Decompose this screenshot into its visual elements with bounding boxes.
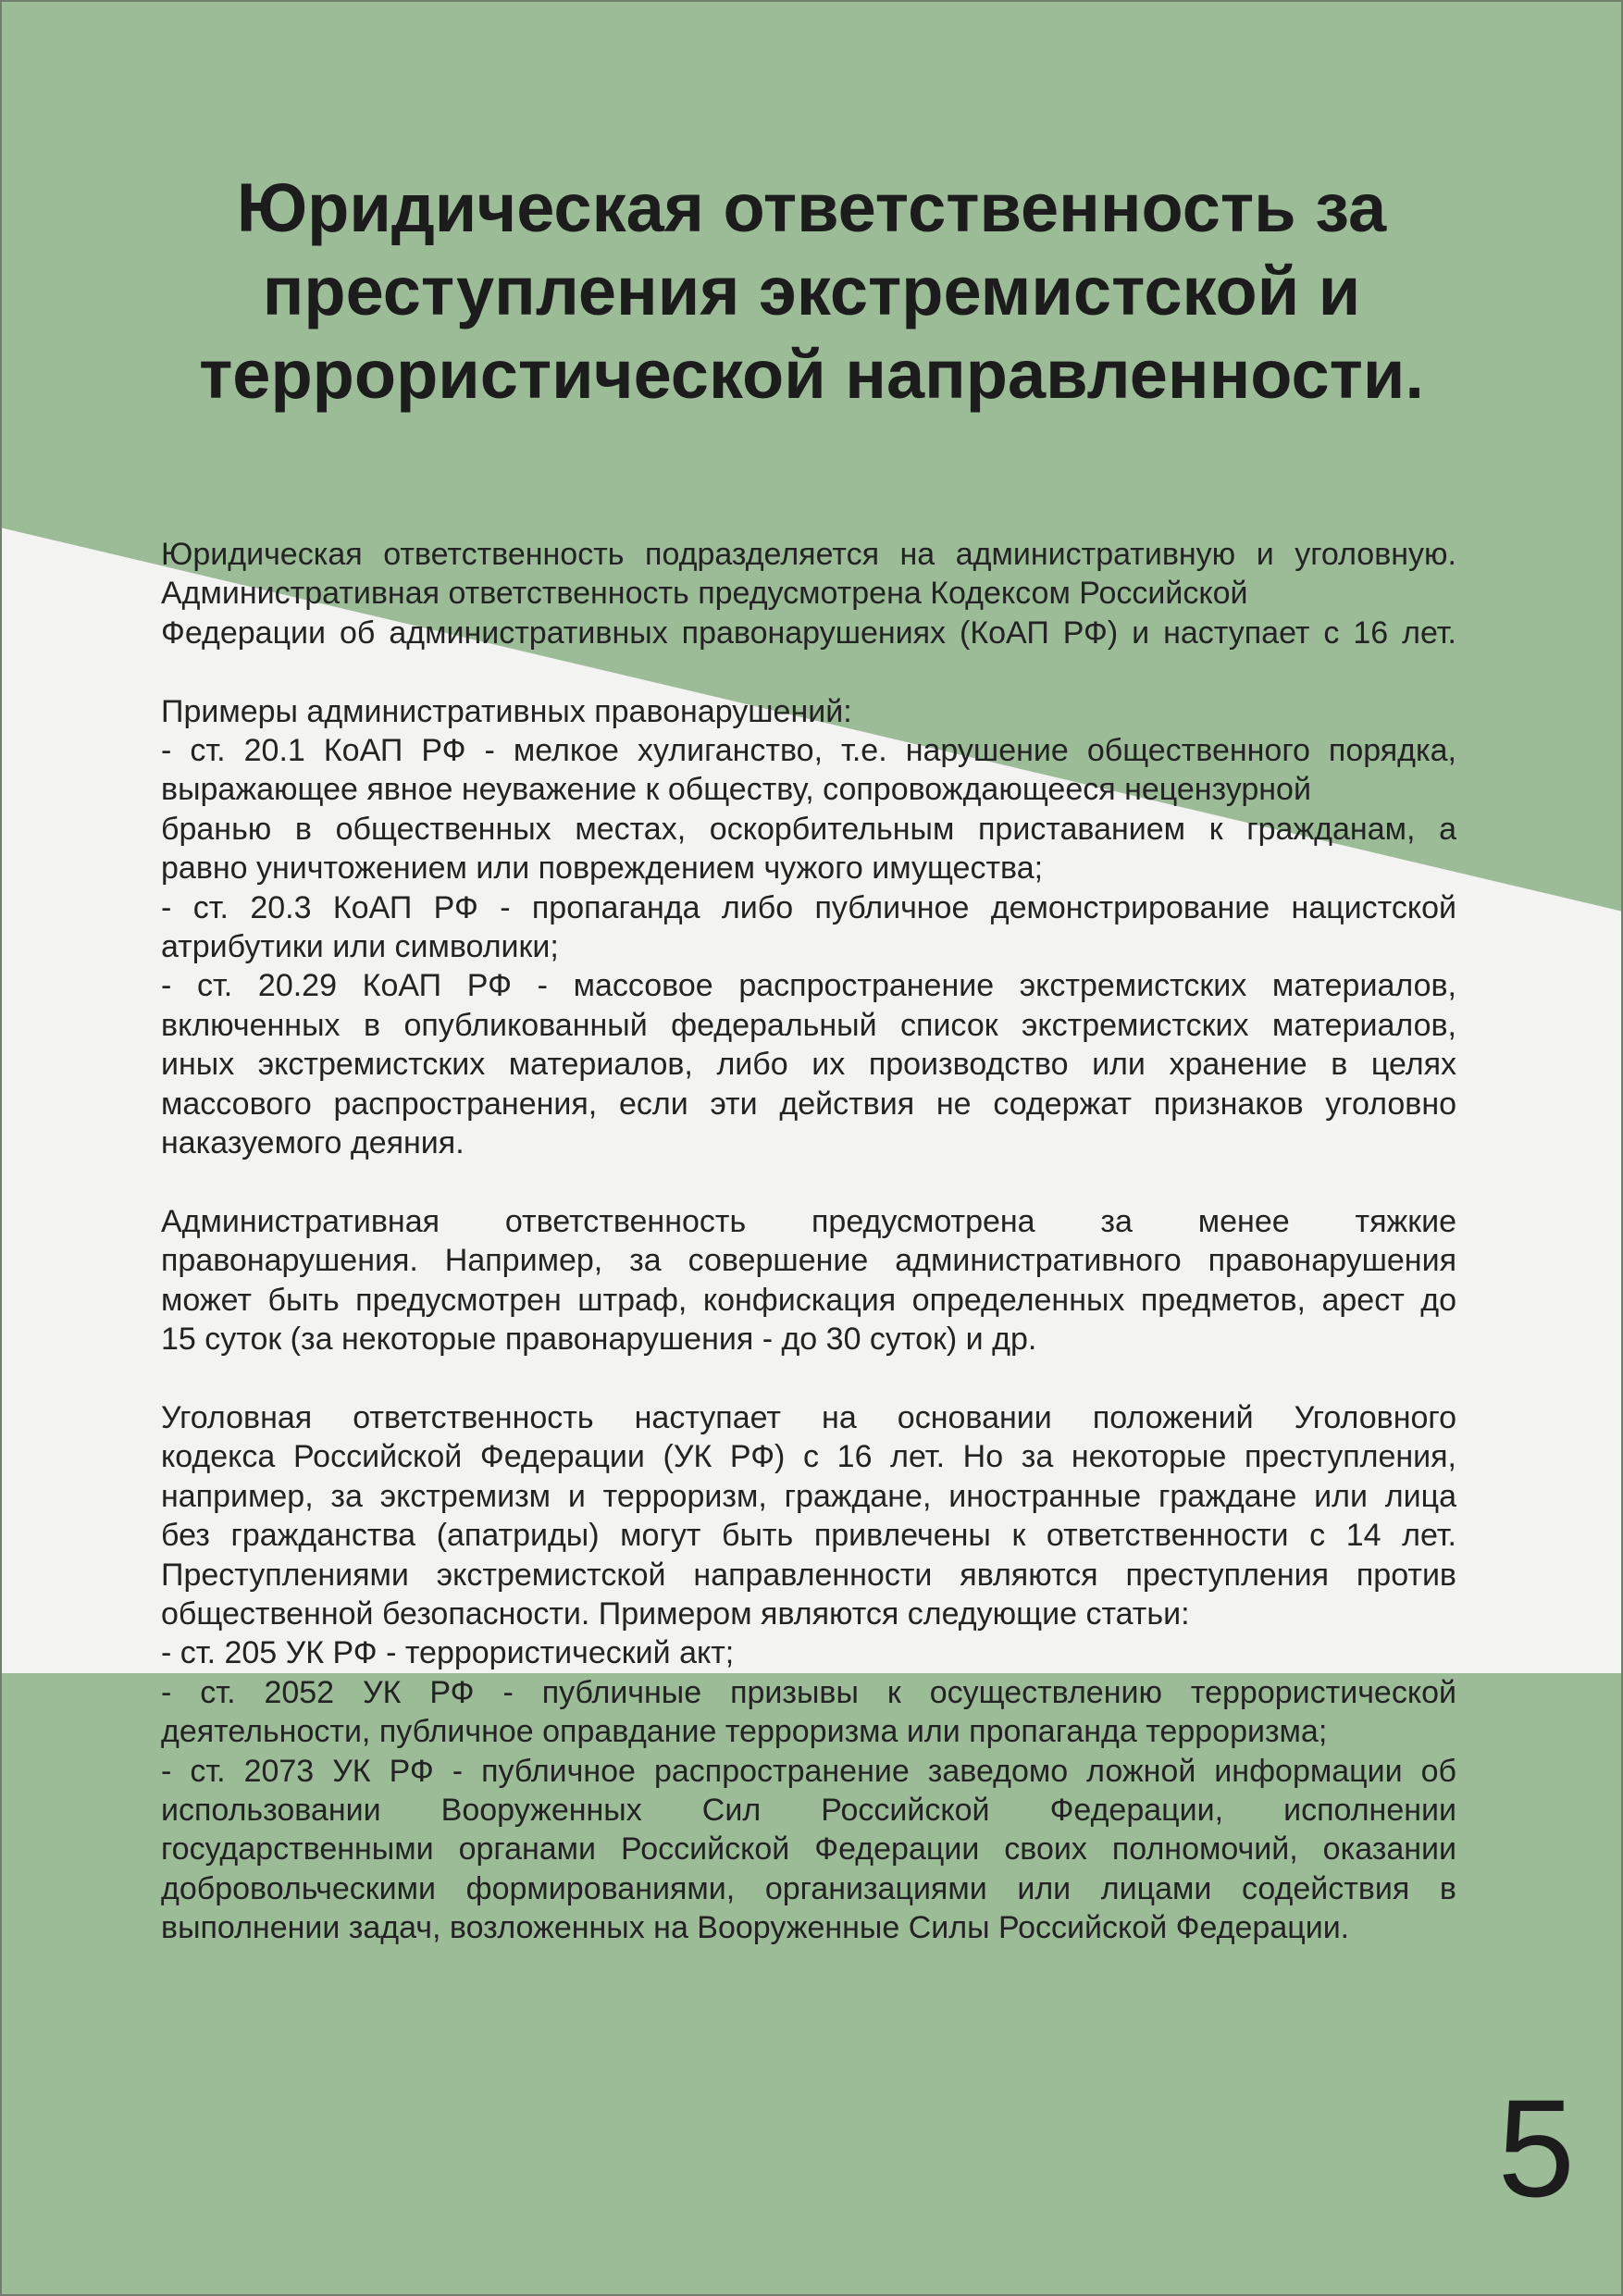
text-line: Административная ответственность предусмотрена Кодексом Российской bbox=[161, 576, 1248, 612]
page-title bbox=[111, 167, 1512, 416]
paragraph-criminal-liability bbox=[161, 1398, 1456, 1948]
text-line: правонарушения. Например, за совершение административного правонарушения bbox=[161, 1243, 1456, 1279]
text-line: государственными органами Российской Федерации своих полномочий, оказании bbox=[161, 1831, 1456, 1868]
text-line: равно уничтожением или повреждением чужого имущества; bbox=[161, 850, 1044, 887]
text-line: - ст. 20.29 КоАП РФ - массовое распространение экстремистских материалов, bbox=[161, 968, 1456, 1004]
text-line: деятельности, публичное оправдание терроризма или пропаганда терроризма; bbox=[161, 1714, 1328, 1750]
text-line: Федерации об административных правонарушениях (КоАП РФ) и наступает с 16 лет. bbox=[161, 614, 1456, 651]
text-line: добровольческими формированиями, организациями или лицами содействия в bbox=[161, 1870, 1456, 1906]
paragraph-gap bbox=[161, 1162, 1456, 1201]
paragraph-admin-examples bbox=[161, 692, 1456, 1163]
text-line: бранью в общественных местах, оскорбительным приставанием к гражданам, а bbox=[161, 811, 1456, 847]
text-line: общественной безопасности. Примером являются следующие статьи: bbox=[161, 1595, 1190, 1632]
text-line: наказуемого деяния. bbox=[161, 1125, 465, 1161]
text-line: массового распространения, если эти действия не содержат признаков уголовно bbox=[161, 1086, 1456, 1122]
paragraph-admin-penalties bbox=[161, 1202, 1456, 1359]
text-line: выражающее явное неуважение к обществу, сопровождающееся нецензурной bbox=[161, 772, 1311, 808]
text-line: без гражданства (апатриды) могут быть привлечены к ответственности с 14 лет. bbox=[161, 1518, 1456, 1554]
text-line: - ст. 2052 УК РФ - публичные призывы к осуществлению террористической bbox=[161, 1674, 1456, 1710]
paragraph-liability-types bbox=[161, 535, 1456, 652]
text-line: - ст. 20.1 КоАП РФ - мелкое хулиганство, т.е. нарушение общественного порядка, bbox=[161, 733, 1456, 769]
text-line: может быть предусмотрен штраф, конфискация определенных предметов, арест до bbox=[161, 1282, 1456, 1318]
page-number: 5 bbox=[1497, 2070, 1575, 2226]
text-line: выполнении задач, возложенных на Вооруженные Силы Российской Федерации. bbox=[161, 1910, 1350, 1946]
title-line: преступления экстремистской и bbox=[262, 253, 1361, 329]
text-line: - ст. 2073 УК РФ - публичное распространение заведомо ложной информации об bbox=[161, 1753, 1456, 1789]
text-line: включенных в опубликованный федеральный список экстремистских материалов, bbox=[161, 1007, 1456, 1043]
paragraph-gap bbox=[161, 652, 1456, 691]
body-text bbox=[161, 535, 1456, 1948]
text-line: Уголовная ответственность наступает на основании положений Уголовного bbox=[161, 1399, 1456, 1435]
text-line: Административная ответственность предусмотрена за менее тяжкие bbox=[161, 1203, 1456, 1239]
text-line: Юридическая ответственность подразделяется на административную и уголовную. bbox=[161, 537, 1456, 572]
title-line: Юридическая ответственность за bbox=[236, 169, 1387, 246]
text-line: Преступлениями экстремистской направленности являются преступления против bbox=[161, 1557, 1456, 1593]
text-line: кодекса Российской Федерации (УК РФ) с 16 лет. Но за некоторые преступления, bbox=[161, 1439, 1456, 1475]
text-line: - ст. 205 УК РФ - террористический акт; bbox=[161, 1635, 735, 1671]
text-line: иных экстремистских материалов, либо их производство или хранение в целях bbox=[161, 1047, 1456, 1083]
text-line: использовании Вооруженных Сил Российской Федерации, исполнении bbox=[161, 1792, 1456, 1828]
text-line: атрибутики или символики; bbox=[161, 929, 559, 965]
title-line: террористической направленности. bbox=[199, 336, 1424, 413]
paragraph-gap bbox=[161, 1359, 1456, 1398]
text-line: - ст. 20.3 КоАП РФ - пропаганда либо публичное демонстрирование нацистской bbox=[161, 889, 1456, 925]
text-line: Примеры административных правонарушений: bbox=[161, 693, 852, 729]
text-line: 15 суток (за некоторые правонарушения - до 30 суток) и др. bbox=[161, 1322, 1037, 1358]
text-line: например, за экстремизм и терроризм, граждане, иностранные граждане или лица bbox=[161, 1478, 1456, 1514]
